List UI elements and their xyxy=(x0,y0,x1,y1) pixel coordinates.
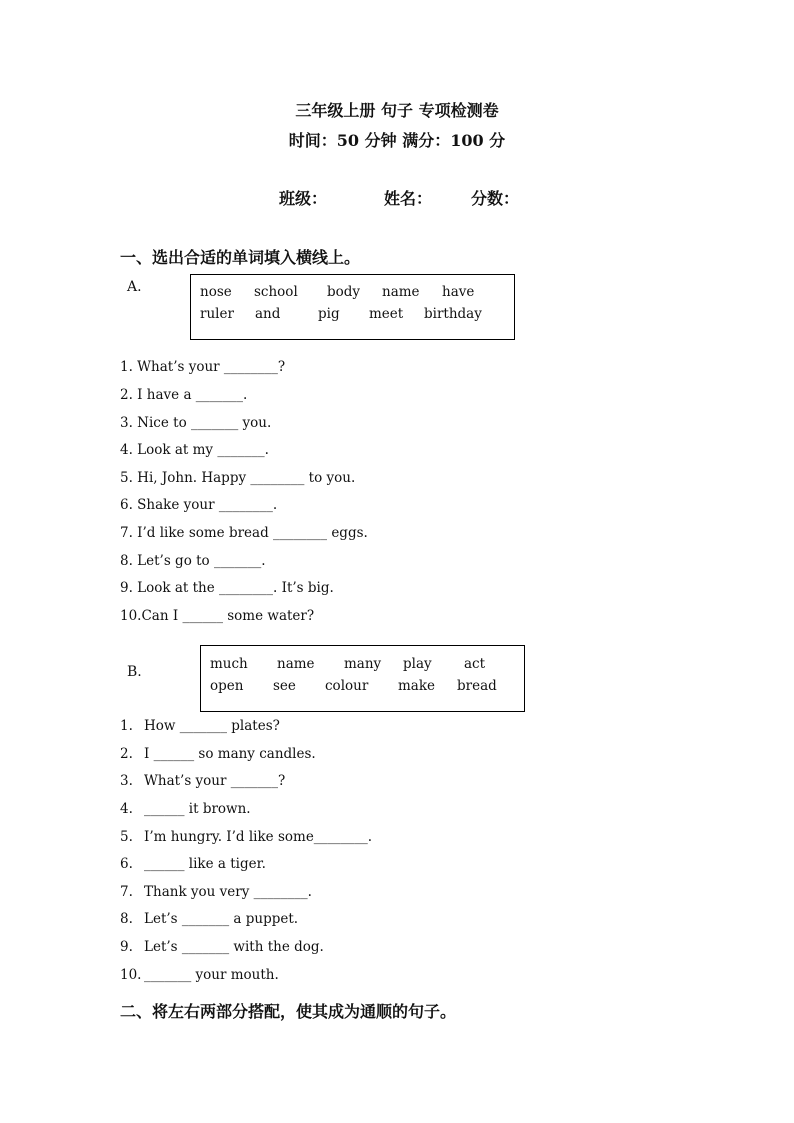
word-bank-a-word: school xyxy=(254,284,298,300)
word-bank-b-word: colour xyxy=(325,678,369,694)
word-bank-a-word: have xyxy=(442,284,475,300)
word-bank-a-word: nose xyxy=(200,284,232,300)
question-a-8: 8. Let’s go to _______. xyxy=(120,553,266,569)
question-a-10: 10.Can I ______ some water? xyxy=(120,608,315,624)
question-b-number: 3. xyxy=(120,773,133,789)
word-bank-a-word: birthday xyxy=(424,306,482,322)
part-b-label: B. xyxy=(127,664,142,680)
word-bank-a-word: body xyxy=(327,284,361,300)
question-a-4: 4. Look at my _______. xyxy=(120,442,269,458)
word-bank-a-word: pig xyxy=(318,306,340,322)
word-bank-a-word: meet xyxy=(369,306,404,322)
question-a-1: 1. What’s your ________? xyxy=(120,359,286,375)
part-a-label: A. xyxy=(127,279,142,295)
word-bank-b-word: name xyxy=(277,656,315,672)
question-b-number: 8. xyxy=(120,911,133,927)
question-b-6: ______ like a tiger. xyxy=(144,856,266,872)
question-a-2: 2. I have a _______. xyxy=(120,387,248,403)
question-b-2: I ______ so many candles. xyxy=(144,746,316,762)
section-one-heading: 一、选出合适的单词填入横线上。 xyxy=(120,248,361,267)
question-b-8: Let’s _______ a puppet. xyxy=(144,911,299,927)
word-bank-b-word: open xyxy=(210,678,244,694)
question-b-9: Let’s _______ with the dog. xyxy=(144,939,324,955)
word-bank-a-word: and xyxy=(255,306,281,322)
question-b-10: _______ your mouth. xyxy=(144,967,279,983)
question-b-number: 1. xyxy=(120,718,133,734)
question-b-number: 5. xyxy=(120,829,133,845)
question-a-9: 9. Look at the ________. It’s big. xyxy=(120,580,334,596)
word-bank-b xyxy=(200,645,525,712)
word-bank-b-word: act xyxy=(464,656,486,672)
question-b-4: ______ it brown. xyxy=(144,801,251,817)
question-b-number: 7. xyxy=(120,884,133,900)
question-b-number: 9. xyxy=(120,939,133,955)
page-title: 三年级上册 句子 专项检测卷 xyxy=(295,101,499,120)
word-bank-a-word: ruler xyxy=(200,306,234,322)
question-b-5: I’m hungry. I’d like some________. xyxy=(144,829,373,845)
score-label: 分数： xyxy=(471,189,520,208)
question-a-7: 7. I’d like some bread ________ eggs. xyxy=(120,525,368,541)
question-b-7: Thank you very ________. xyxy=(144,884,312,900)
section-two-heading: 二、将左右两部分搭配，使其成为通顺的句子。 xyxy=(120,1002,457,1021)
question-a-6: 6. Shake your ________. xyxy=(120,497,278,513)
question-b-number: 6. xyxy=(120,856,133,872)
question-a-3: 3. Nice to _______ you. xyxy=(120,415,272,431)
word-bank-b-word: see xyxy=(273,678,296,694)
class-label: 班级： xyxy=(279,189,328,208)
word-bank-b-word: bread xyxy=(457,678,497,694)
word-bank-a-word: name xyxy=(382,284,420,300)
question-b-number: 4. xyxy=(120,801,133,817)
word-bank-a xyxy=(190,274,515,340)
word-bank-b-word: many xyxy=(344,656,382,672)
question-a-5: 5. Hi, John. Happy ________ to you. xyxy=(120,470,356,486)
question-b-3: What’s your _______? xyxy=(144,773,286,789)
word-bank-b-word: play xyxy=(403,656,432,672)
word-bank-b-word: much xyxy=(210,656,248,672)
exam-time-and-score: 时间：50 分钟 满分：100 分 xyxy=(288,131,506,150)
name-label: 姓名： xyxy=(384,189,433,208)
question-b-1: How _______ plates? xyxy=(144,718,280,734)
question-b-number: 10. xyxy=(120,967,142,983)
question-b-number: 2. xyxy=(120,746,133,762)
word-bank-b-word: make xyxy=(398,678,436,694)
